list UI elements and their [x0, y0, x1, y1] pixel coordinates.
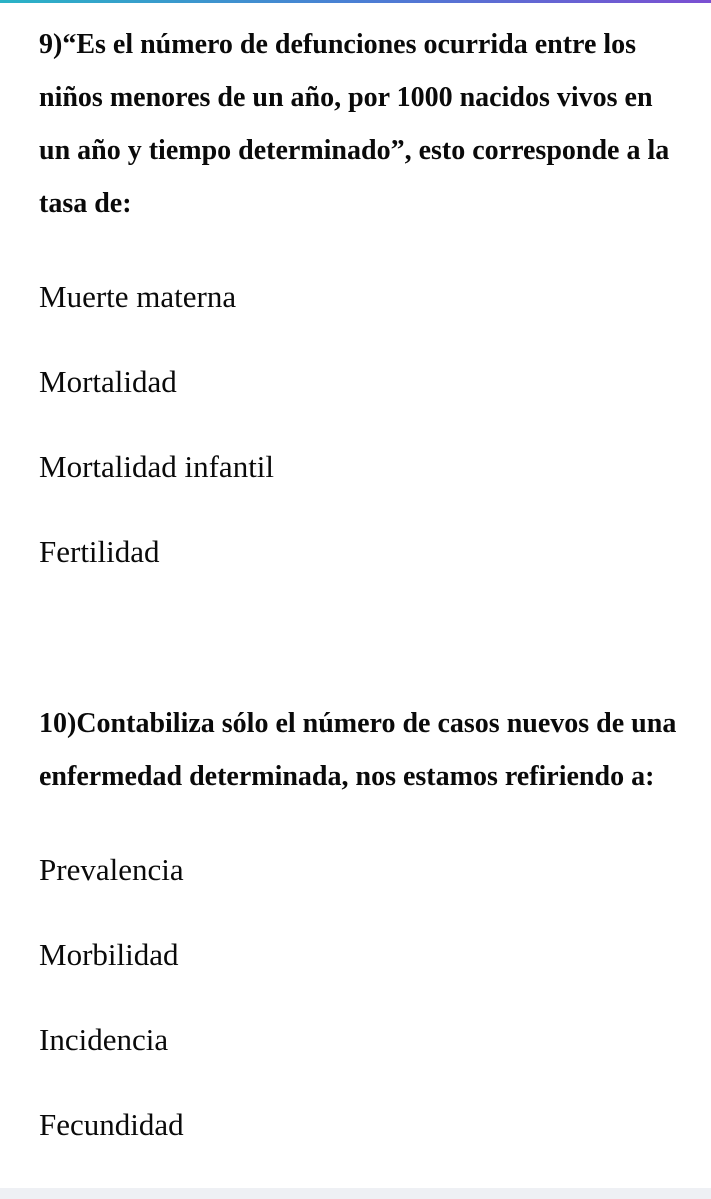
- option-muerte-materna[interactable]: Muerte materna: [39, 279, 237, 314]
- option-mortalidad-infantil[interactable]: Mortalidad infantil: [39, 449, 275, 484]
- option-mortalidad[interactable]: Mortalidad: [39, 364, 177, 399]
- option-fecundidad[interactable]: Fecundidad: [39, 1107, 184, 1142]
- quiz-content: [39, 18, 679, 1145]
- question-10-options: [39, 850, 679, 1145]
- question-9-text: 9)“Es el número de defunciones ocurrida entre los niños menores de un año, por 1000 nacidos vivos en un año y tiempo determinado”, esto corresponde a la tasa de:: [39, 29, 670, 219]
- top-accent-bar: [0, 0, 711, 3]
- question-block-10: [39, 697, 679, 1145]
- option-morbilidad[interactable]: Morbilidad: [39, 937, 179, 972]
- question-10-text: 10)Contabiliza sólo el número de casos nuevos de una enfermedad determinada, nos estamos refiriendo a:: [39, 708, 677, 792]
- option-incidencia[interactable]: Incidencia: [39, 1022, 169, 1057]
- bottom-strip: [0, 1188, 711, 1199]
- option-prevalencia[interactable]: Prevalencia: [39, 852, 184, 887]
- question-block-9: [39, 18, 679, 572]
- question-9-options: [39, 277, 679, 572]
- option-fertilidad[interactable]: Fertilidad: [39, 534, 160, 569]
